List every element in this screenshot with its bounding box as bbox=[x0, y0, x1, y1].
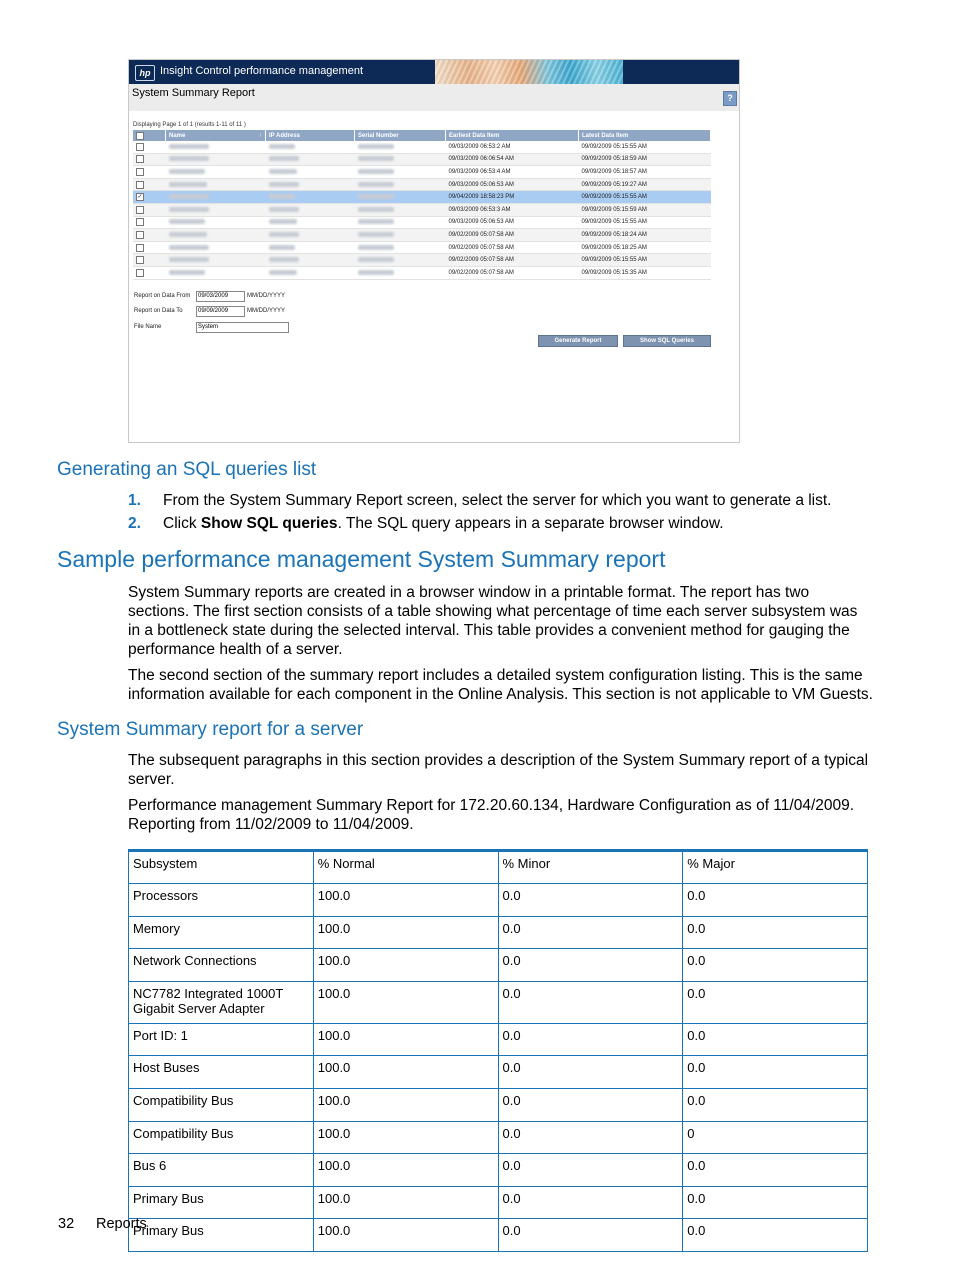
cell-subsystem: NC7782 Integrated 1000T Gigabit Server Adapter bbox=[129, 981, 314, 1023]
summary-row bbox=[129, 916, 868, 949]
summary-row bbox=[129, 949, 868, 982]
cell-major: 0.0 bbox=[683, 1219, 868, 1252]
row-checkbox[interactable] bbox=[136, 181, 144, 189]
cell-normal: 100.0 bbox=[313, 1121, 498, 1154]
row-ip-blurred bbox=[266, 241, 355, 254]
row-earliest: 09/02/2009 05:07:58 AM bbox=[446, 266, 579, 279]
report-title-bar bbox=[129, 84, 739, 111]
cell-normal: 100.0 bbox=[313, 1154, 498, 1187]
header-right-panel bbox=[627, 60, 739, 84]
cell-subsystem: Bus 6 bbox=[129, 1154, 314, 1187]
col-latest[interactable]: Latest Data Item bbox=[579, 130, 711, 141]
show-sql-bold: Show SQL queries bbox=[200, 515, 338, 532]
row-latest: 09/09/2009 05:15:55 AM bbox=[579, 141, 711, 153]
row-ip-blurred bbox=[266, 141, 355, 153]
row-serial-blurred bbox=[355, 229, 446, 242]
grid-row[interactable] bbox=[133, 254, 711, 267]
cell-subsystem: Primary Bus bbox=[129, 1186, 314, 1219]
row-name-blurred bbox=[166, 153, 266, 166]
row-ip-blurred bbox=[266, 166, 355, 179]
help-icon[interactable]: ? bbox=[723, 91, 737, 106]
cell-major: 0.0 bbox=[683, 884, 868, 917]
server-paragraph-1: The subsequent paragraphs in this section provides a description of the System Summary report of a typical server. bbox=[128, 752, 869, 788]
summary-row bbox=[129, 1023, 868, 1056]
row-ip-blurred bbox=[266, 203, 355, 216]
cell-minor: 0.0 bbox=[498, 1186, 683, 1219]
row-latest: 09/09/2009 05:15:55 AM bbox=[579, 216, 711, 229]
cell-normal: 100.0 bbox=[313, 1056, 498, 1089]
grid-row[interactable] bbox=[133, 166, 711, 179]
row-earliest: 09/04/2009 18:58:23 PM bbox=[446, 191, 579, 204]
grid-row[interactable] bbox=[133, 141, 711, 153]
row-name-blurred bbox=[166, 229, 266, 242]
step-1-number: 1. bbox=[128, 492, 141, 509]
grid-row[interactable] bbox=[133, 203, 711, 216]
row-name-blurred bbox=[166, 254, 266, 267]
col-serial-number[interactable]: Serial Number bbox=[355, 130, 446, 141]
row-serial-blurred bbox=[355, 178, 446, 191]
from-date-input[interactable]: 09/03/2009 bbox=[196, 291, 245, 302]
cell-subsystem: Network Connections bbox=[129, 949, 314, 982]
paging-info: Displaying Page 1 of 1 (results 1-11 of 11 ) bbox=[133, 122, 246, 128]
cell-minor: 0.0 bbox=[498, 981, 683, 1023]
row-latest: 09/09/2009 05:18:57 AM bbox=[579, 166, 711, 179]
row-checkbox[interactable] bbox=[136, 231, 144, 239]
row-ip-blurred bbox=[266, 216, 355, 229]
cell-normal: 100.0 bbox=[313, 884, 498, 917]
summary-row bbox=[129, 1154, 868, 1187]
cell-major: 0.0 bbox=[683, 981, 868, 1023]
row-serial-blurred bbox=[355, 191, 446, 204]
cell-subsystem: Primary Bus bbox=[129, 1219, 314, 1252]
grid-row[interactable] bbox=[133, 153, 711, 166]
cell-minor: 0.0 bbox=[498, 1121, 683, 1154]
row-ip-blurred bbox=[266, 266, 355, 279]
row-select-cell[interactable] bbox=[133, 254, 166, 267]
grid-header-row bbox=[133, 130, 711, 141]
row-checkbox[interactable] bbox=[136, 143, 144, 151]
cell-major: 0.0 bbox=[683, 1056, 868, 1089]
cell-normal: 100.0 bbox=[313, 916, 498, 949]
from-format-hint: MM/DD/YYYY bbox=[247, 293, 286, 299]
server-report-heading: System Summary report for a server bbox=[57, 719, 364, 740]
cell-normal: 100.0 bbox=[313, 981, 498, 1023]
row-ip-blurred bbox=[266, 254, 355, 267]
row-earliest: 09/03/2009 06:53:4 AM bbox=[446, 166, 579, 179]
cell-minor: 0.0 bbox=[498, 1088, 683, 1121]
row-name-blurred bbox=[166, 166, 266, 179]
row-latest: 09/09/2009 05:18:25 AM bbox=[579, 241, 711, 254]
row-name-blurred bbox=[166, 241, 266, 254]
row-checkbox[interactable] bbox=[136, 206, 144, 214]
row-ip-blurred bbox=[266, 153, 355, 166]
cell-major: 0.0 bbox=[683, 1088, 868, 1121]
cell-major: 0.0 bbox=[683, 1186, 868, 1219]
row-ip-blurred bbox=[266, 191, 355, 204]
row-latest: 09/09/2009 05:15:55 AM bbox=[579, 254, 711, 267]
header-normal: % Normal bbox=[313, 851, 498, 884]
cell-subsystem: Memory bbox=[129, 916, 314, 949]
row-select-cell[interactable] bbox=[133, 216, 166, 229]
row-earliest: 09/03/2009 06:53:2 AM bbox=[446, 141, 579, 153]
row-checkbox[interactable] bbox=[136, 155, 144, 163]
row-latest: 09/09/2009 05:18:59 AM bbox=[579, 153, 711, 166]
summary-header-row bbox=[129, 851, 868, 884]
row-name-blurred bbox=[166, 141, 266, 153]
summary-row bbox=[129, 1186, 868, 1219]
cell-minor: 0.0 bbox=[498, 1023, 683, 1056]
cell-subsystem: Port ID: 1 bbox=[129, 1023, 314, 1056]
select-all-checkbox[interactable] bbox=[136, 132, 144, 140]
sample-paragraph-1: System Summary reports are created in a browser window in a printable format. The report has two sections. The first section consists of a table showing what percentage of time each server subsystem was in a bottleneck state during the selected interval. This table provides a convenient method for gauging the performance health of a server. bbox=[128, 584, 858, 658]
grid-row[interactable] bbox=[133, 191, 711, 204]
row-checkbox[interactable] bbox=[136, 168, 144, 176]
summary-row bbox=[129, 1219, 868, 1252]
row-serial-blurred bbox=[355, 266, 446, 279]
row-ip-blurred bbox=[266, 178, 355, 191]
header-subsystem: Subsystem bbox=[129, 851, 314, 884]
cell-minor: 0.0 bbox=[498, 949, 683, 982]
summary-table bbox=[128, 849, 868, 1252]
server-grid bbox=[133, 130, 711, 280]
grid-row[interactable] bbox=[133, 216, 711, 229]
row-latest: 09/09/2009 05:19:27 AM bbox=[579, 178, 711, 191]
cell-subsystem: Compatibility Bus bbox=[129, 1121, 314, 1154]
summary-row bbox=[129, 1121, 868, 1154]
col-ip-address[interactable]: IP Address bbox=[266, 130, 355, 141]
row-select-cell[interactable] bbox=[133, 153, 166, 166]
step-1-text: From the System Summary Report screen, select the server for which you want to generate a list. bbox=[163, 492, 832, 509]
sample-paragraph-2: The second section of the summary report includes a detailed system configuration listing. This is the same information available for each component in the Online Analysis. This section is not applicable to VM Guests. bbox=[128, 667, 873, 703]
generate-report-button[interactable]: Generate Report bbox=[538, 335, 618, 347]
grid-row[interactable] bbox=[133, 178, 711, 191]
cell-normal: 100.0 bbox=[313, 1186, 498, 1219]
show-sql-queries-button[interactable]: Show SQL Queries bbox=[623, 335, 711, 347]
sample-report-heading: Sample performance management System Summary report bbox=[57, 546, 666, 572]
row-checkbox[interactable] bbox=[136, 269, 144, 277]
header-banner-image bbox=[435, 60, 623, 84]
select-all-header[interactable] bbox=[133, 130, 166, 141]
row-select-cell[interactable] bbox=[133, 141, 166, 153]
header-major: % Major bbox=[683, 851, 868, 884]
row-latest: 09/09/2009 05:15:59 AM bbox=[579, 203, 711, 216]
row-checkbox[interactable] bbox=[136, 244, 144, 252]
cell-minor: 0.0 bbox=[498, 1219, 683, 1252]
col-earliest[interactable]: Earliest Data Item bbox=[446, 130, 579, 141]
row-name-blurred bbox=[166, 191, 266, 204]
row-serial-blurred bbox=[355, 254, 446, 267]
row-earliest: 09/03/2009 06:06:54 AM bbox=[446, 153, 579, 166]
row-latest: 09/09/2009 05:15:35 AM bbox=[579, 266, 711, 279]
row-serial-blurred bbox=[355, 241, 446, 254]
row-checkbox[interactable] bbox=[136, 218, 144, 226]
step-2-number: 2. bbox=[128, 515, 141, 532]
row-select-cell[interactable] bbox=[133, 191, 166, 204]
to-format-hint: MM/DD/YYYY bbox=[247, 308, 286, 314]
row-latest: 09/09/2009 05:15:55 AM bbox=[579, 191, 711, 204]
file-name-input[interactable]: System bbox=[196, 322, 289, 333]
to-label: Report on Data To bbox=[134, 308, 183, 314]
cell-subsystem: Compatibility Bus bbox=[129, 1088, 314, 1121]
cell-subsystem: Host Buses bbox=[129, 1056, 314, 1089]
row-select-cell[interactable] bbox=[133, 229, 166, 242]
cell-normal: 100.0 bbox=[313, 949, 498, 982]
row-checkbox[interactable] bbox=[136, 256, 144, 264]
sort-arrow-icon: ↑ bbox=[259, 132, 262, 139]
row-earliest: 09/03/2009 05:06:53 AM bbox=[446, 216, 579, 229]
cell-minor: 0.0 bbox=[498, 1056, 683, 1089]
row-serial-blurred bbox=[355, 166, 446, 179]
cell-normal: 100.0 bbox=[313, 1219, 498, 1252]
grid-row[interactable] bbox=[133, 241, 711, 254]
from-label: Report on Data From bbox=[134, 293, 191, 299]
summary-row bbox=[129, 1056, 868, 1089]
cell-minor: 0.0 bbox=[498, 884, 683, 917]
row-serial-blurred bbox=[355, 216, 446, 229]
row-earliest: 09/02/2009 05:07:58 AM bbox=[446, 241, 579, 254]
row-serial-blurred bbox=[355, 153, 446, 166]
row-select-cell[interactable] bbox=[133, 178, 166, 191]
row-select-cell[interactable] bbox=[133, 266, 166, 279]
row-serial-blurred bbox=[355, 203, 446, 216]
col-name[interactable]: Name ↑ bbox=[166, 130, 266, 141]
header-minor: % Minor bbox=[498, 851, 683, 884]
grid-row[interactable] bbox=[133, 266, 711, 279]
step-2-text: Click Show SQL queries. The SQL query appears in a separate browser window. bbox=[163, 515, 724, 532]
row-name-blurred bbox=[166, 266, 266, 279]
cell-normal: 100.0 bbox=[313, 1088, 498, 1121]
cell-major: 0.0 bbox=[683, 1023, 868, 1056]
row-select-cell[interactable] bbox=[133, 166, 166, 179]
row-serial-blurred bbox=[355, 141, 446, 153]
server-paragraph-2: Performance management Summary Report for 172.20.60.134, Hardware Configuration as of 11/04/2009. Reporting from 11/02/2009 to 11/04/2009. bbox=[128, 797, 855, 833]
page-number: 32 bbox=[58, 1216, 75, 1232]
summary-row bbox=[129, 981, 868, 1023]
cell-major: 0 bbox=[683, 1121, 868, 1154]
row-latest: 09/09/2009 05:18:24 AM bbox=[579, 229, 711, 242]
row-earliest: 09/03/2009 06:53:3 AM bbox=[446, 203, 579, 216]
cell-major: 0.0 bbox=[683, 916, 868, 949]
row-ip-blurred bbox=[266, 229, 355, 242]
app-title: Insight Control performance management bbox=[160, 65, 363, 77]
sql-queries-heading: Generating an SQL queries list bbox=[57, 459, 317, 480]
row-name-blurred bbox=[166, 178, 266, 191]
summary-row bbox=[129, 1088, 868, 1121]
grid-row[interactable] bbox=[133, 229, 711, 242]
cell-subsystem: Processors bbox=[129, 884, 314, 917]
cell-major: 0.0 bbox=[683, 949, 868, 982]
row-checkbox[interactable]: ✓ bbox=[137, 194, 143, 201]
cell-minor: 0.0 bbox=[498, 1154, 683, 1187]
row-name-blurred bbox=[166, 216, 266, 229]
row-earliest: 09/02/2009 05:07:58 AM bbox=[446, 254, 579, 267]
summary-row bbox=[129, 884, 868, 917]
file-name-label: File Name bbox=[134, 324, 162, 330]
cell-minor: 0.0 bbox=[498, 916, 683, 949]
row-name-blurred bbox=[166, 203, 266, 216]
app-screenshot bbox=[128, 59, 740, 443]
hp-logo-icon: hp bbox=[135, 65, 155, 81]
report-title: System Summary Report bbox=[132, 87, 255, 99]
cell-major: 0.0 bbox=[683, 1154, 868, 1187]
row-select-cell[interactable] bbox=[133, 241, 166, 254]
footer-section: Reports bbox=[96, 1216, 147, 1232]
row-earliest: 09/02/2009 05:07:58 AM bbox=[446, 229, 579, 242]
cell-normal: 100.0 bbox=[313, 1023, 498, 1056]
row-select-cell[interactable] bbox=[133, 203, 166, 216]
to-date-input[interactable]: 09/09/2009 bbox=[196, 306, 245, 317]
row-earliest: 09/03/2009 05:06:53 AM bbox=[446, 178, 579, 191]
